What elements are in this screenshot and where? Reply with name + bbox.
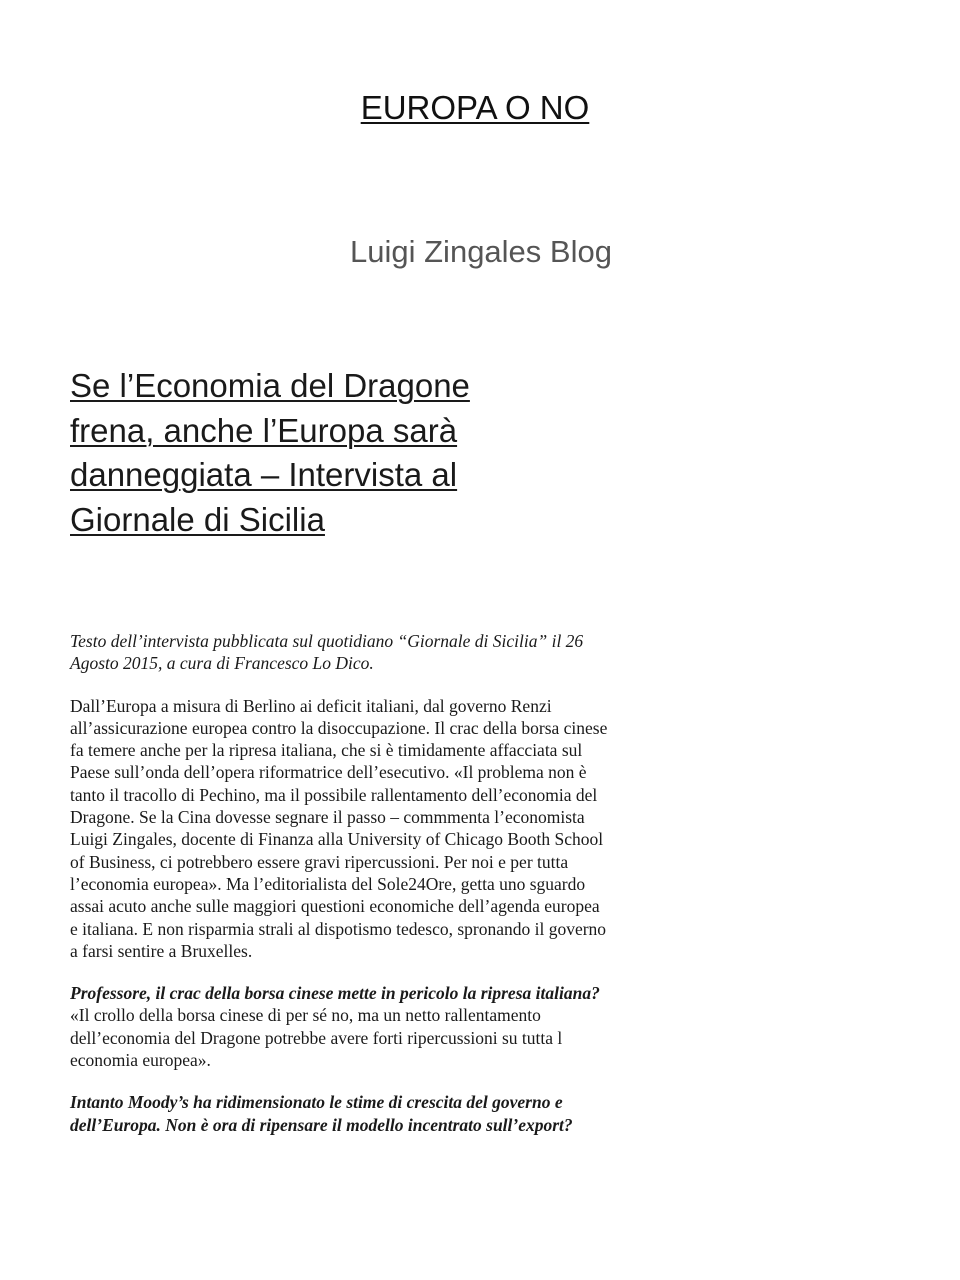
article-body bbox=[70, 630, 610, 1136]
interview-answer: «Il crollo della borsa cinese di per sé no, ma un netto rallentamento dell’economia del Dragone potrebbe avere forti ripercussioni su tutta l economia europea». bbox=[70, 1005, 563, 1071]
header-title: EUROPA O NO bbox=[360, 89, 590, 126]
blog-name: Luigi Zingales Blog bbox=[350, 234, 612, 269]
article-title: Se l’Economia del Dragone frena, anche l’Europa sarà danneggiata – Intervista al Giornale di Sicilia bbox=[70, 367, 470, 538]
interview-question: Intanto Moody’s ha ridimensionato le stime di crescita del governo e dell’Europa. Non è ora di ripensare il modello incentrato sull’export? bbox=[70, 1092, 573, 1135]
lead-paragraph: Dall’Europa a misura di Berlino ai deficit italiani, dal governo Renzi all’assicurazione europea contro la disoccupazione. Il crac della borsa cinese fa temere anche per la ripresa italiana, che si è timidamente affacciata sul Paese sull’onda dell’opera riformatrice dell’esecutivo. «Il problema non è tanto il tracollo di Pechino, ma il possibile rallentamento dell’economia del Dragone. Se la Cina dovesse segnare il passo – commmenta l’economista Luigi Zingales, docente di Finanza alla University of Chicago Booth School of Business, ci potrebbero essere gravi ripercussioni. Per noi e per tutta l’economia europea». Ma l’editorialista del Sole24Ore, getta uno sguardo assai acuto anche sulle maggiori questioni economiche dell’agenda europea e italiana. E non risparmia strali al dispotismo tedesco, spronando il governo a farsi sentire a Bruxelles. bbox=[70, 695, 608, 961]
interview-question: Professore, il crac della borsa cinese mette in pericolo la ripresa italiana? bbox=[70, 983, 600, 1004]
article-intro: Testo dell’intervista pubblicata sul quotidiano “Giornale di Sicilia” il 26 Agosto 2015, a cura di Francesco Lo Dico. bbox=[70, 631, 584, 674]
